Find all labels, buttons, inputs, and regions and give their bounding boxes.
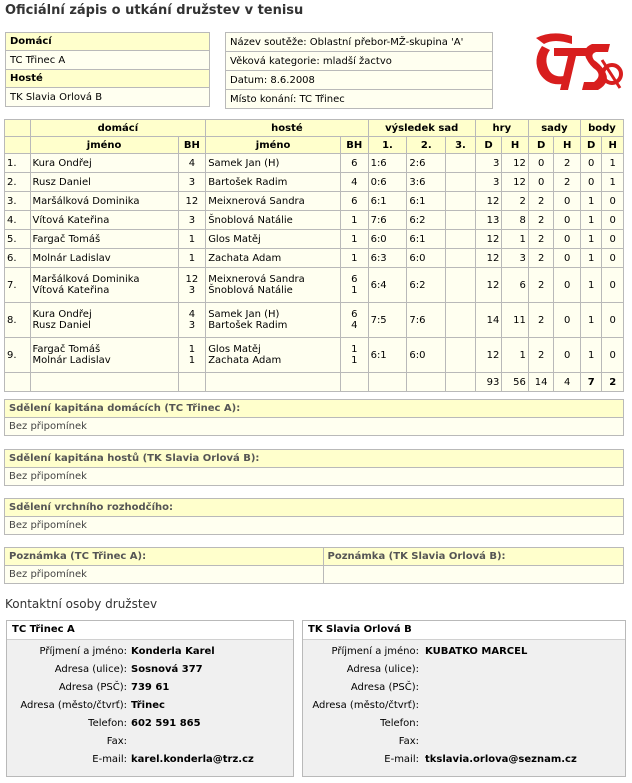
home-player-bh-line: 3 xyxy=(188,320,196,331)
home-team: TC Třinec A xyxy=(6,51,210,70)
contact-field-label: Fax: xyxy=(106,736,127,747)
guest-player-name-line: Glos Matěj xyxy=(208,344,261,355)
home-contact-team: TC Třinec A xyxy=(7,621,293,640)
set-2-score: 2:6 xyxy=(407,154,446,173)
guest-player-name xyxy=(206,249,341,268)
guest-player-name-line: Zachata Adam xyxy=(208,252,282,264)
guest-captain-text: Bez připomínek xyxy=(5,468,624,486)
header-set-result: výsledek sad xyxy=(368,120,475,137)
home-player-name xyxy=(30,173,178,192)
empty-cell xyxy=(446,373,476,392)
guest-player-name xyxy=(206,173,341,192)
home-player-bh-line: 3 xyxy=(188,285,196,296)
home-player-name xyxy=(30,192,178,211)
header-guest: hosté xyxy=(206,120,368,137)
referee-text: Bez připomínek xyxy=(5,517,624,535)
guest-player-bh-line: 1 xyxy=(351,355,358,366)
header-points-h: H xyxy=(602,137,624,154)
home-player-name-line: Molnár Ladislav xyxy=(32,252,111,264)
points-home: 1 xyxy=(580,211,601,230)
set-1-score: 1:6 xyxy=(368,154,407,173)
set-3-score xyxy=(446,338,476,373)
note-guest-text xyxy=(323,566,624,584)
contact-field-value: Konderla Karel xyxy=(131,646,215,657)
guest-contact-team: TK Slavia Orlová B xyxy=(303,621,625,640)
table-row xyxy=(5,249,624,268)
guest-player-bh xyxy=(341,249,369,268)
home-player-bh xyxy=(178,338,206,373)
home-player-bh-line: 1 xyxy=(188,252,196,264)
guest-player-name xyxy=(206,211,341,230)
set-2-score: 6:2 xyxy=(407,211,446,230)
guest-player-bh-line: 6 xyxy=(351,309,358,320)
header-home-name: jméno xyxy=(30,137,178,154)
match-number: 6. xyxy=(5,249,31,268)
home-player-bh xyxy=(178,303,206,338)
results-table xyxy=(4,119,624,392)
guest-contact-card xyxy=(302,620,626,777)
set-1-score: 6:0 xyxy=(368,230,407,249)
guest-player-bh-line: 6 xyxy=(351,274,358,285)
set-1-score: 7:6 xyxy=(368,211,407,230)
contact-field-label: Telefon: xyxy=(88,718,127,729)
points-guest: 0 xyxy=(602,192,624,211)
games-home: 12 xyxy=(475,230,502,249)
note-home-label: Poznámka (TC Třinec A): xyxy=(5,548,324,566)
empty-cell xyxy=(5,373,31,392)
home-player-name-line: Vítová Kateřina xyxy=(32,285,110,296)
points-guest: 0 xyxy=(602,249,624,268)
home-captain-box xyxy=(4,399,624,436)
guest-player-bh-line: 1 xyxy=(351,344,358,355)
guest-player-name-line: Šnoblová Natálie xyxy=(208,285,293,296)
contact-field-value: KUBATKO MARCEL xyxy=(425,646,528,657)
total-sets-home: 14 xyxy=(528,373,554,392)
home-player-bh xyxy=(178,192,206,211)
set-2-score: 6:1 xyxy=(407,192,446,211)
contact-field-value: tkslavia.orlova@seznam.cz xyxy=(425,754,577,765)
games-home: 12 xyxy=(475,268,502,303)
home-player-name-line: Vítová Kateřina xyxy=(32,214,110,226)
set-2-score: 6:0 xyxy=(407,249,446,268)
contact-field-value: Třinec xyxy=(131,700,165,711)
empty-cell xyxy=(206,373,341,392)
set-3-score xyxy=(446,154,476,173)
set-1-score: 6:4 xyxy=(368,268,407,303)
points-home: 1 xyxy=(580,303,601,338)
points-guest: 0 xyxy=(602,211,624,230)
home-player-name-line: Fargač Tomáš xyxy=(32,233,101,245)
sets-home: 2 xyxy=(528,230,554,249)
home-player-name-line: Molnár Ladislav xyxy=(32,355,111,366)
home-player-name xyxy=(30,268,178,303)
home-player-bh-line: 12 xyxy=(185,195,199,207)
set-3-score xyxy=(446,249,476,268)
set-3-score xyxy=(446,173,476,192)
header-home: domácí xyxy=(30,120,206,137)
header-sets-h: H xyxy=(554,137,581,154)
header-games-h: H xyxy=(502,137,529,154)
set-3-score xyxy=(446,230,476,249)
points-home: 0 xyxy=(580,173,601,192)
header-sets: sady xyxy=(528,120,580,137)
points-home: 1 xyxy=(580,192,601,211)
match-number: 4. xyxy=(5,211,31,230)
set-2-score: 3:6 xyxy=(407,173,446,192)
home-player-bh xyxy=(178,268,206,303)
contact-field-label: Adresa (ulice): xyxy=(54,664,127,675)
home-player-name-line: Kura Ondřej xyxy=(32,157,92,169)
home-player-name-line: Rusz Daniel xyxy=(32,320,91,331)
header-guest-name: jméno xyxy=(206,137,341,154)
contact-field-label: E-mail: xyxy=(92,754,127,765)
games-guest: 1 xyxy=(502,230,529,249)
guest-player-bh-line: 1 xyxy=(351,214,358,226)
home-player-name xyxy=(30,303,178,338)
totals-row xyxy=(5,373,624,392)
header-points: body xyxy=(580,120,623,137)
sets-home: 2 xyxy=(528,211,554,230)
sets-home: 2 xyxy=(528,338,554,373)
guest-player-name xyxy=(206,268,341,303)
set-2-score: 6:0 xyxy=(407,338,446,373)
contact-field-label: Adresa (ulice): xyxy=(346,664,419,675)
match-number: 8. xyxy=(5,303,31,338)
set-1-score: 7:5 xyxy=(368,303,407,338)
total-games-guest: 56 xyxy=(502,373,529,392)
table-row xyxy=(5,230,624,249)
set-1-score: 6:3 xyxy=(368,249,407,268)
guest-player-bh-line: 1 xyxy=(351,285,358,296)
points-home: 1 xyxy=(580,268,601,303)
empty-cell xyxy=(178,373,206,392)
sets-guest: 0 xyxy=(554,303,581,338)
set-1-score: 0:6 xyxy=(368,173,407,192)
age-category: Věková kategorie: mladší žactvo xyxy=(226,52,493,71)
contacts-title: Kontaktní osoby družstev xyxy=(5,597,158,611)
referee-box xyxy=(4,498,624,535)
match-number: 5. xyxy=(5,230,31,249)
total-points-home: 7 xyxy=(580,373,601,392)
contact-field-value: Sosnová 377 xyxy=(131,664,203,675)
home-player-name xyxy=(30,249,178,268)
games-guest: 1 xyxy=(502,338,529,373)
contact-field-label: Adresa (město/čtvrť): xyxy=(20,700,127,711)
contact-field-value: 739 61 xyxy=(131,682,170,693)
home-player-bh xyxy=(178,154,206,173)
guest-player-bh xyxy=(341,154,369,173)
match-number: 9. xyxy=(5,338,31,373)
guest-player-name xyxy=(206,303,341,338)
games-guest: 12 xyxy=(502,154,529,173)
set-1-score: 6:1 xyxy=(368,338,407,373)
teams-table xyxy=(5,32,210,107)
games-guest: 8 xyxy=(502,211,529,230)
guest-player-name xyxy=(206,154,341,173)
guest-player-bh xyxy=(341,192,369,211)
contact-field-label: Adresa (PSČ): xyxy=(350,682,419,693)
match-info-table xyxy=(225,32,493,109)
set-2-score: 7:6 xyxy=(407,303,446,338)
home-player-bh xyxy=(178,249,206,268)
sets-home: 0 xyxy=(528,154,554,173)
match-number: 1. xyxy=(5,154,31,173)
table-row xyxy=(5,192,624,211)
home-player-name xyxy=(30,211,178,230)
games-guest: 2 xyxy=(502,192,529,211)
match-number: 3. xyxy=(5,192,31,211)
home-player-name-line: Rusz Daniel xyxy=(32,176,91,188)
header-guest-bh: BH xyxy=(341,137,369,154)
empty-cell xyxy=(341,373,369,392)
contact-field-label: Příjmení a jméno: xyxy=(331,646,419,657)
guest-team: TK Slavia Orlová B xyxy=(6,88,210,107)
points-guest: 1 xyxy=(602,154,624,173)
points-home: 1 xyxy=(580,249,601,268)
table-row xyxy=(5,173,624,192)
games-guest: 6 xyxy=(502,268,529,303)
guest-player-name-line: Meixnerová Sandra xyxy=(208,195,305,207)
contact-field-value: 602 591 865 xyxy=(131,718,201,729)
set-3-score xyxy=(446,303,476,338)
guest-player-name-line: Meixnerová Sandra xyxy=(208,274,305,285)
total-points-guest: 2 xyxy=(602,373,624,392)
sets-guest: 0 xyxy=(554,192,581,211)
sets-home: 2 xyxy=(528,303,554,338)
guest-player-bh xyxy=(341,230,369,249)
referee-label: Sdělení vrchního rozhodčího: xyxy=(5,499,624,517)
sets-guest: 0 xyxy=(554,230,581,249)
table-row xyxy=(5,268,624,303)
guest-player-bh xyxy=(341,211,369,230)
guest-player-bh-line: 1 xyxy=(351,252,358,264)
home-player-bh-line: 1 xyxy=(188,233,196,245)
home-player-bh-line: 3 xyxy=(188,176,196,188)
sets-guest: 0 xyxy=(554,338,581,373)
sets-home: 2 xyxy=(528,192,554,211)
header-set-2: 2. xyxy=(407,137,446,154)
guest-label: Hosté xyxy=(6,70,210,88)
guest-player-bh-line: 1 xyxy=(351,233,358,245)
home-player-bh xyxy=(178,173,206,192)
sets-home: 0 xyxy=(528,173,554,192)
points-guest: 0 xyxy=(602,338,624,373)
sets-guest: 2 xyxy=(554,154,581,173)
note-guest-label: Poznámka (TK Slavia Orlová B): xyxy=(323,548,624,566)
home-player-bh-line: 4 xyxy=(188,157,196,169)
home-player-name-line: Fargač Tomáš xyxy=(32,344,101,355)
home-captain-label: Sdělení kapitána domácích (TC Třinec A): xyxy=(5,400,624,418)
sets-home: 2 xyxy=(528,249,554,268)
competition-name: Název soutěže: Oblastní přebor-MŽ-skupina 'A' xyxy=(226,33,493,52)
contact-field-label: Telefon: xyxy=(380,718,419,729)
points-guest: 1 xyxy=(602,173,624,192)
page-title: Oficiální zápis o utkání družstev v tenisu xyxy=(5,3,304,18)
points-guest: 0 xyxy=(602,303,624,338)
sets-guest: 0 xyxy=(554,249,581,268)
games-home: 14 xyxy=(475,303,502,338)
total-sets-guest: 4 xyxy=(554,373,581,392)
contact-field-label: Fax: xyxy=(398,736,419,747)
match-number: 7. xyxy=(5,268,31,303)
header-points-d: D xyxy=(580,137,601,154)
guest-captain-box xyxy=(4,449,624,486)
sets-guest: 0 xyxy=(554,211,581,230)
home-player-name xyxy=(30,230,178,249)
home-player-bh xyxy=(178,230,206,249)
home-player-name-line: Maršálková Dominika xyxy=(32,195,140,207)
note-home-text: Bez připomínek xyxy=(5,566,324,584)
home-player-bh-line: 3 xyxy=(188,214,196,226)
guest-player-name-line: Šnoblová Natálie xyxy=(208,214,293,226)
guest-player-name-line: Zachata Adam xyxy=(208,355,282,366)
empty-cell xyxy=(368,373,407,392)
guest-player-name-line: Samek Jan (H) xyxy=(208,309,280,320)
contact-field-label: Příjmení a jméno: xyxy=(39,646,127,657)
games-guest: 12 xyxy=(502,173,529,192)
home-player-name xyxy=(30,154,178,173)
guest-player-bh-line: 4 xyxy=(351,176,358,188)
sets-guest: 0 xyxy=(554,268,581,303)
points-guest: 0 xyxy=(602,268,624,303)
home-contact-card xyxy=(6,620,294,777)
notes-box xyxy=(4,547,624,584)
games-home: 3 xyxy=(475,173,502,192)
home-label: Domácí xyxy=(6,33,210,51)
set-3-score xyxy=(446,211,476,230)
header-sets-d: D xyxy=(528,137,554,154)
guest-player-name-line: Glos Matěj xyxy=(208,233,261,245)
games-home: 12 xyxy=(475,249,502,268)
sets-home: 2 xyxy=(528,268,554,303)
table-row xyxy=(5,211,624,230)
home-player-bh-line: 4 xyxy=(188,309,196,320)
empty-cell xyxy=(30,373,178,392)
table-row xyxy=(5,338,624,373)
points-home: 0 xyxy=(580,154,601,173)
contact-field-value: karel.konderla@trz.cz xyxy=(131,754,254,765)
home-player-bh-line: 1 xyxy=(188,344,196,355)
points-home: 1 xyxy=(580,338,601,373)
points-home: 1 xyxy=(580,230,601,249)
match-date: Datum: 8.6.2008 xyxy=(226,71,493,90)
home-player-name-line: Maršálková Dominika xyxy=(32,274,140,285)
home-player-name-line: Kura Ondřej xyxy=(32,309,92,320)
header-games: hry xyxy=(475,120,528,137)
home-player-bh xyxy=(178,211,206,230)
header-set-3: 3. xyxy=(446,137,476,154)
set-2-score: 6:2 xyxy=(407,268,446,303)
guest-player-bh xyxy=(341,338,369,373)
club-logo xyxy=(532,30,624,100)
contact-field-label: Adresa (město/čtvrť): xyxy=(312,700,419,711)
contact-field-label: Adresa (PSČ): xyxy=(58,682,127,693)
header-games-d: D xyxy=(475,137,502,154)
set-3-score xyxy=(446,268,476,303)
guest-player-bh-line: 4 xyxy=(351,320,358,331)
set-1-score: 6:1 xyxy=(368,192,407,211)
contact-field-label: E-mail: xyxy=(384,754,419,765)
guest-captain-label: Sdělení kapitána hostů (TK Slavia Orlová B): xyxy=(5,450,624,468)
empty-cell xyxy=(407,373,446,392)
guest-player-name-line: Samek Jan (H) xyxy=(208,157,280,169)
venue: Místo konání: TC Třinec xyxy=(226,90,493,109)
games-home: 13 xyxy=(475,211,502,230)
guest-player-name xyxy=(206,192,341,211)
guest-player-name-line: Bartošek Radim xyxy=(208,320,288,331)
games-home: 12 xyxy=(475,192,502,211)
total-games-home: 93 xyxy=(475,373,502,392)
guest-player-bh-line: 6 xyxy=(351,157,358,169)
guest-player-bh xyxy=(341,173,369,192)
set-3-score xyxy=(446,192,476,211)
match-number: 2. xyxy=(5,173,31,192)
table-row xyxy=(5,154,624,173)
guest-player-name xyxy=(206,338,341,373)
sets-guest: 2 xyxy=(554,173,581,192)
guest-player-bh xyxy=(341,303,369,338)
points-guest: 0 xyxy=(602,230,624,249)
set-2-score: 6:1 xyxy=(407,230,446,249)
home-player-name xyxy=(30,338,178,373)
games-home: 3 xyxy=(475,154,502,173)
games-home: 12 xyxy=(475,338,502,373)
games-guest: 3 xyxy=(502,249,529,268)
guest-player-name xyxy=(206,230,341,249)
home-captain-text: Bez připomínek xyxy=(5,418,624,436)
table-row xyxy=(5,303,624,338)
guest-player-bh xyxy=(341,268,369,303)
guest-player-bh-line: 6 xyxy=(351,195,358,207)
home-player-bh-line: 12 xyxy=(185,274,199,285)
games-guest: 11 xyxy=(502,303,529,338)
header-set-1: 1. xyxy=(368,137,407,154)
guest-player-name-line: Bartošek Radim xyxy=(208,176,288,188)
header-home-bh: BH xyxy=(178,137,206,154)
home-player-bh-line: 1 xyxy=(188,355,196,366)
